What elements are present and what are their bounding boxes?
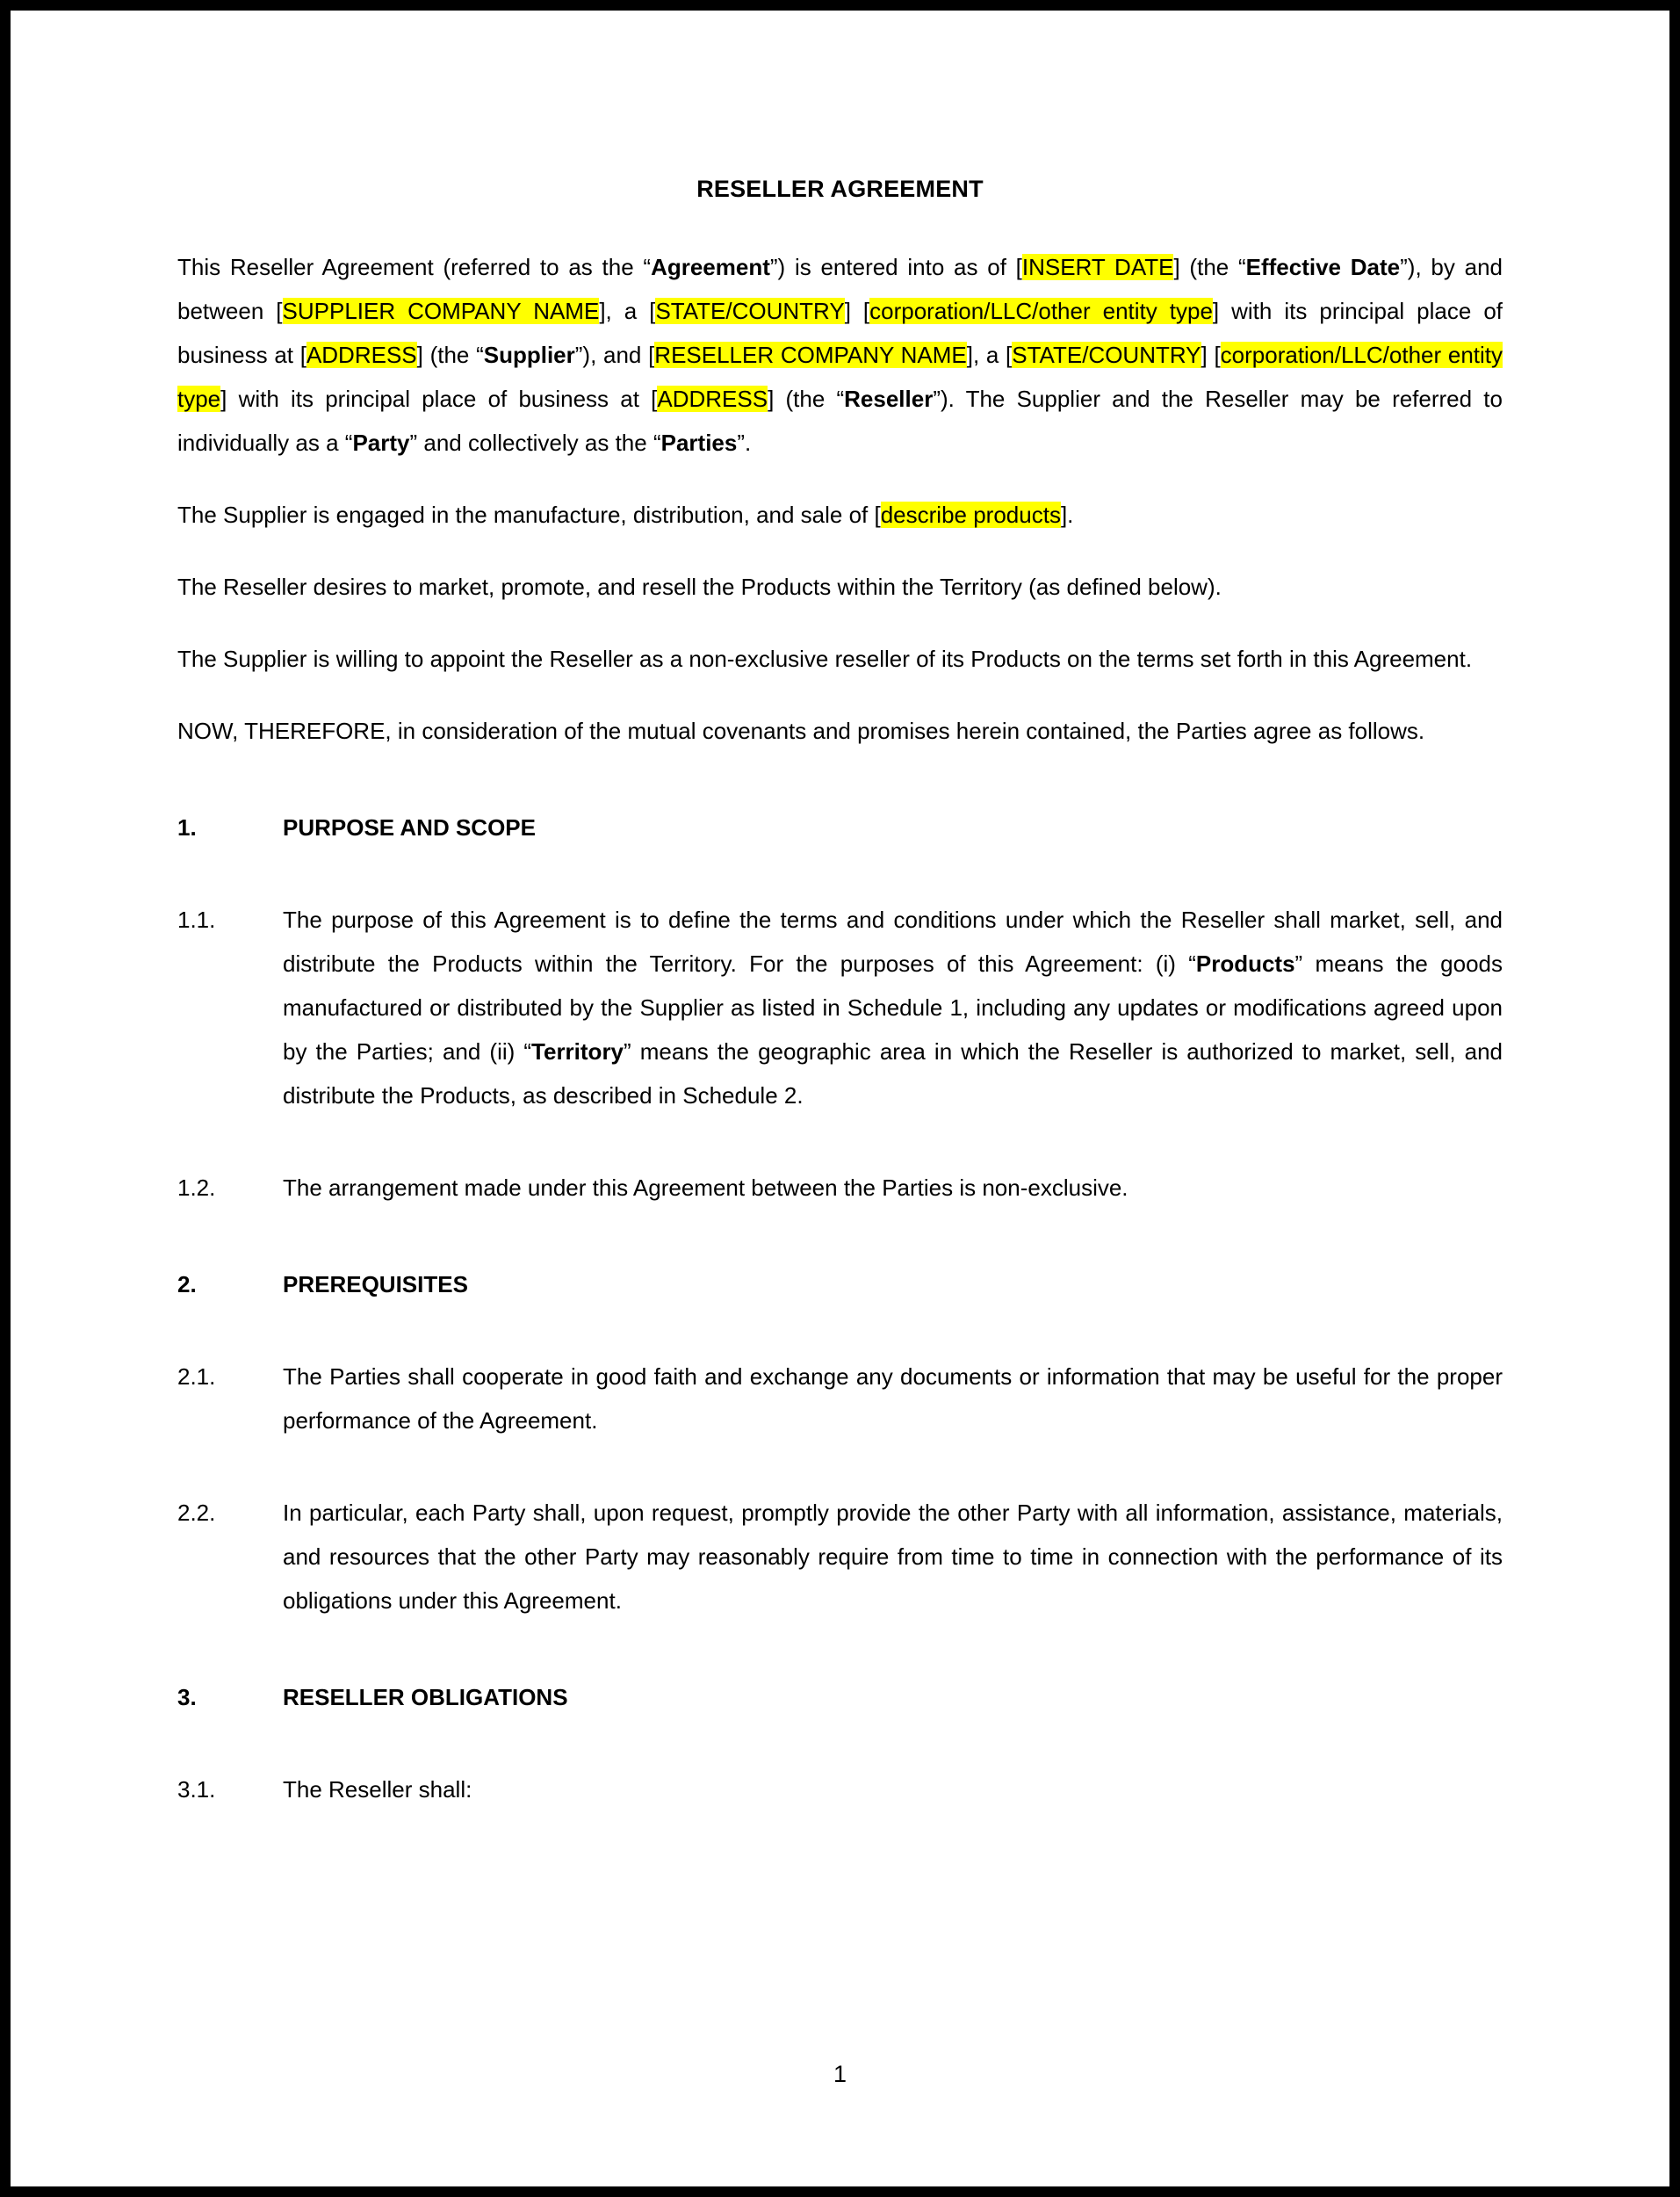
text-run: This Reseller Agreement (referred to as the “ xyxy=(177,254,652,280)
numbered-clause xyxy=(177,1355,1503,1442)
clause-number: 3.1. xyxy=(177,1776,216,1803)
paragraph xyxy=(177,637,1503,681)
text-run: The Reseller shall: xyxy=(283,1776,472,1803)
text-run: The Supplier is engaged in the manufacture, distribution, and sale of [ xyxy=(177,502,881,528)
text-run: The arrangement made under this Agreement between the Parties is non-exclusive. xyxy=(283,1174,1128,1201)
clause-text xyxy=(283,1363,1503,1434)
section-heading xyxy=(177,1262,1503,1306)
placeholder-highlight: corporation/LLC/other entity type xyxy=(177,342,1503,412)
placeholder-highlight: describe products xyxy=(880,502,1061,528)
text-run: ] with its principal place of business at [ xyxy=(220,386,658,412)
numbered-clause xyxy=(177,898,1503,1117)
clause-number: 2.2. xyxy=(177,1500,216,1526)
text-run: Effective Date xyxy=(1245,254,1401,280)
text-run: Products xyxy=(1195,950,1295,977)
document-body xyxy=(177,245,1503,1811)
clause-text xyxy=(283,1174,1128,1201)
paragraph xyxy=(177,565,1503,609)
text-run: ”) is entered into as of [ xyxy=(769,254,1022,280)
section-heading xyxy=(177,806,1503,849)
placeholder-highlight: ADDRESS xyxy=(657,386,768,412)
text-run: NOW, THEREFORE, in consideration of the mutual covenants and promises herein contained, the Parties agree as follows. xyxy=(177,718,1425,744)
placeholder-highlight: STATE/COUNTRY xyxy=(655,298,845,324)
text-run: Party xyxy=(352,430,410,456)
paragraph xyxy=(177,493,1503,537)
text-run: ] [ xyxy=(844,298,870,324)
section-number: 1. xyxy=(177,814,197,841)
text-run: Territory xyxy=(531,1038,624,1065)
text-run: ”. xyxy=(737,430,752,456)
placeholder-highlight: RESELLER COMPANY NAME xyxy=(654,342,967,368)
text-run: ] (the “ xyxy=(416,342,484,368)
clause-text xyxy=(283,1500,1503,1614)
text-run: Reseller xyxy=(844,386,934,412)
section-number: 3. xyxy=(177,1684,197,1710)
text-run: ”). The Supplier and the Reseller may be referred to individually as a “ xyxy=(177,386,1503,456)
numbered-clause xyxy=(177,1166,1503,1210)
numbered-clause xyxy=(177,1491,1503,1622)
text-run: ”), and [ xyxy=(574,342,655,368)
section-title: PREREQUISITES xyxy=(283,1271,468,1297)
text-run: ], a [ xyxy=(599,298,656,324)
text-run: In particular, each Party shall, upon request, promptly provide the other Party with all information, assistance, materials, and resources that the other Party may reasonably require from time to time in connection with the performance of its obligations under this Agreement. xyxy=(283,1500,1503,1614)
text-run: Parties xyxy=(660,430,738,456)
text-run: ]. xyxy=(1060,502,1074,528)
text-run: ”), by and between [ xyxy=(177,254,1503,324)
placeholder-highlight: SUPPLIER COMPANY NAME xyxy=(282,298,600,324)
clause-number: 2.1. xyxy=(177,1363,216,1390)
text-run: ] (the “ xyxy=(768,386,845,412)
page-number: 1 xyxy=(833,2061,847,2087)
placeholder-highlight: corporation/LLC/other entity type xyxy=(869,298,1213,324)
text-run: Agreement xyxy=(651,254,770,280)
section-heading xyxy=(177,1675,1503,1719)
section-title: PURPOSE AND SCOPE xyxy=(283,814,536,841)
paragraph xyxy=(177,709,1503,753)
text-run: ] with its principal place of business at [ xyxy=(177,298,1503,368)
clause-text xyxy=(283,907,1503,1109)
text-run: ” means the goods manufactured or distributed by the Supplier as listed in Schedule 1, including any updates or modifications agreed upon by the Parties; and (ii) “ xyxy=(283,950,1503,1065)
placeholder-highlight: ADDRESS xyxy=(306,342,417,368)
text-run: The Parties shall cooperate in good faith and exchange any documents or information that may be useful for the proper performance of the Agreement. xyxy=(283,1363,1503,1434)
text-run: ” means the geographic area in which the Reseller is authorized to market, sell, and distribute the Products, as described in Schedule 2. xyxy=(283,1038,1503,1109)
section-number: 2. xyxy=(177,1271,197,1297)
numbered-clause xyxy=(177,1767,1503,1811)
section-title: RESELLER OBLIGATIONS xyxy=(283,1684,568,1710)
text-run: ], a [ xyxy=(966,342,1013,368)
text-run: The purpose of this Agreement is to define the terms and conditions under which the Reseller shall market, sell, and distribute the Products within the Territory. For the purposes of this Agreement: (i) “ xyxy=(283,907,1503,977)
paragraph xyxy=(177,245,1503,465)
clause-text xyxy=(283,1776,472,1803)
text-run: The Supplier is willing to appoint the Reseller as a non-exclusive reseller of its Products on the terms set forth in this Agreement. xyxy=(177,646,1473,672)
text-run: The Reseller desires to market, promote, and resell the Products within the Territory (as defined below). xyxy=(177,574,1222,600)
clause-number: 1.1. xyxy=(177,907,216,933)
placeholder-highlight: INSERT DATE xyxy=(1021,254,1174,280)
placeholder-highlight: STATE/COUNTRY xyxy=(1012,342,1201,368)
text-run: ” and collectively as the “ xyxy=(409,430,661,456)
document-content xyxy=(177,176,1503,1860)
text-run: ] (the “ xyxy=(1173,254,1246,280)
document-title: RESELLER AGREEMENT xyxy=(696,176,984,202)
text-run: Supplier xyxy=(483,342,575,368)
clause-number: 1.2. xyxy=(177,1174,216,1201)
text-run: ] [ xyxy=(1201,342,1221,368)
